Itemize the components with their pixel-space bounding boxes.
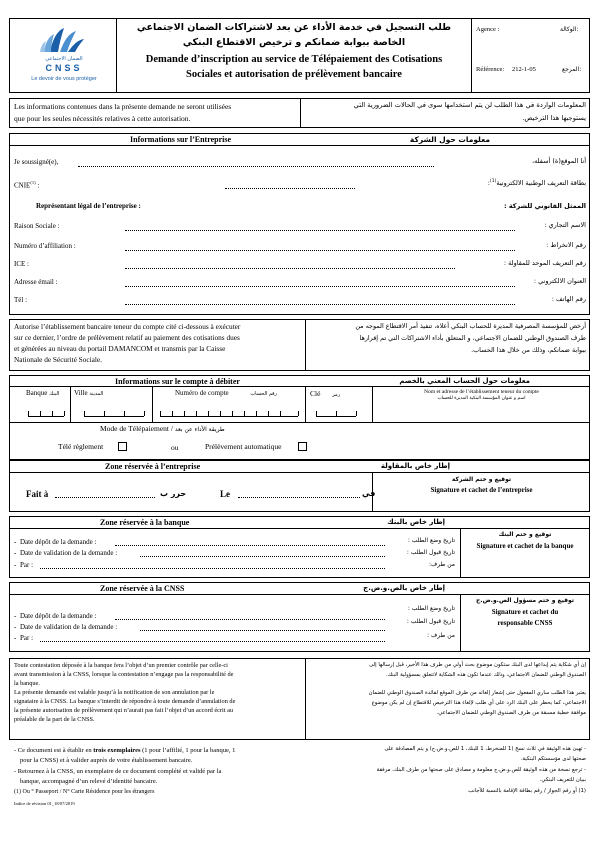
tel-field[interactable]	[125, 304, 515, 305]
soussigne-label: Je soussigné(e),	[14, 158, 59, 166]
contestation-ar-4: الاجتماعي، كما يحظر على البنك الرد على أي طلب لإلغاء هذا الترخيص للاقتطاع إن لم يكن موضوع	[371, 700, 586, 706]
digit-tick	[232, 411, 233, 416]
zone-cnss-title-ar: إطار خاص بالص.و.ض.ج	[363, 584, 445, 592]
contestation-divider	[305, 658, 306, 740]
tel-label-ar: رقم الهاتف :	[551, 295, 586, 303]
note-ar-2a: - ترجع نسخة من هذه الوثيقة للص.و.ض.ج معلومة و مصادق على صحتها من طرف البنك، مرفقة	[376, 767, 586, 773]
autorisation-ar-3: ببوابة ضمانكم، وذلك من خلال هذا الحساب.	[471, 346, 586, 354]
digit-tick	[40, 411, 41, 416]
tele-reglement-checkbox[interactable]	[118, 442, 127, 451]
banque-validation-field[interactable]	[140, 556, 385, 557]
revision-index: Indice de révision 01_18/07/2019	[14, 801, 75, 806]
ice-label-ar: رقم التعريف الموحد للمقاولة :	[503, 259, 586, 267]
affiliation-label-ar: رقم الانخراط :	[546, 241, 586, 249]
note-retour-a: - Retournez à la CNSS, un exemplaire de ce document complété et validé par la	[14, 768, 222, 775]
representant-label: Représentant légal de l’entreprise :	[36, 202, 141, 210]
dash: -	[14, 561, 17, 569]
sign-cnss-ar: توقيع و ختم مسؤول الص.و.ض.ج	[475, 597, 575, 604]
compte-title-ar: معلومات حول الحساب المعني بالخصم	[399, 377, 530, 385]
zone-banque-title-ar: إطار خاص بالبنك	[387, 518, 445, 526]
cnss-par-field[interactable]	[40, 641, 385, 642]
sign-entreprise-ar: توقيع و ختم الشركة	[451, 476, 512, 483]
digit-tick	[184, 411, 185, 416]
banque-par-label: Par :	[20, 561, 34, 569]
affiliation-label: Numéro d’affiliation :	[14, 242, 76, 250]
entreprise-title-line	[9, 145, 590, 146]
cnie-label-ar	[380, 179, 586, 187]
entreprise-title-fr: Informations sur l’Entreprise	[130, 135, 232, 144]
sign-banque-fr: Signature et cachet de la banque	[476, 542, 574, 550]
digit-tick	[244, 411, 245, 416]
ville-digit-field[interactable]	[84, 416, 144, 417]
banque-par-field[interactable]	[40, 568, 385, 569]
zone-entreprise-title-fr: Zone réservée à l’entreprise	[105, 462, 201, 471]
title-french-2: Sociales et autorisation de prélèvement bancaire	[186, 69, 402, 80]
contestation-fr-7: préalable de la part de la CNSS.	[14, 716, 95, 723]
digit-tick	[316, 411, 317, 416]
banque-label-ar: البنك	[49, 391, 60, 397]
autorisation-fr-2: sur ce dernier, l’ordre de prélèvement relatif au paiement des cotisations dues	[14, 333, 240, 342]
cnss-validation-label: Date de validation de la demande :	[20, 623, 118, 631]
prelevement-label: Prélèvement automatique	[205, 442, 282, 451]
cnie-colon: :	[35, 181, 40, 190]
cle-label-fr: Clé	[310, 389, 321, 398]
note-ar-2b: ببيان للتعريف البنكي.	[539, 777, 586, 783]
contestation-fr-5: signataire à la CNSS. La banque s’interdit de répondre à toute demande d’annulation de	[14, 698, 236, 705]
sign-banque-ar: توقيع و ختم البنك	[498, 531, 552, 538]
contestation-fr-6: la présente autorisation de prélèvement qui n’aurait pas fait l’objet d’un accord écrit au	[14, 707, 234, 714]
digit-tick	[84, 411, 85, 416]
cnie-ar-footnote: (1)	[489, 179, 497, 184]
contestation-ar-3: يعتبر هذا الطلب ساري المفعول حتى إشعار إلغائه من طرف الموقع لفائدة الصندوق الوطني للضمان	[368, 690, 586, 696]
fait-label-ar: حرر ب	[160, 489, 187, 498]
logo-arabic: الضمان الاجتماعي	[45, 56, 83, 62]
cle-label	[310, 389, 340, 398]
numero-separator	[305, 386, 306, 422]
autorisation-fr-1: Autorise l’établissement bancaire teneur du compte cité ci-dessous à exécuter	[14, 322, 241, 331]
email-label-ar: العنوان الالكتروني :	[533, 277, 586, 285]
digit-tick	[196, 411, 197, 416]
title-french-1: Demande d’inscription au service de Télépaiement des Cotisations	[145, 54, 443, 65]
cle-label-ar: رمز	[332, 392, 341, 398]
note-ar-1a: - تهيئ هذه الوثيقة في ثلاث نسخ (1 للمنخرط، 1 للبنك، 1 للص.و.ض.ج) و يتم المصادقة على	[384, 746, 586, 752]
title-arabic-2: الخاصة ببوابة ضمانكم و ترخيص الاقتطاع البنكي	[182, 37, 406, 48]
note-footnote-ar: (1) أو رقم الجواز / رقم بطاقة الإقامة بالنسبة للأجانب	[468, 788, 586, 794]
sign-cnss-fr-2: responsable CNSS	[497, 619, 553, 627]
prelevement-checkbox[interactable]	[298, 442, 307, 451]
le-field[interactable]	[238, 497, 360, 498]
cnie-label-text: CNIE	[14, 181, 31, 190]
cnss-par-label: Par :	[20, 634, 34, 642]
note-exemplaires	[14, 747, 235, 754]
autorisation-fr-4: Nationale de Sécurité Sociale.	[14, 355, 102, 364]
ville-label-fr: Ville	[74, 389, 88, 397]
digit-tick	[160, 411, 161, 416]
zone-cnss-divider	[460, 594, 461, 652]
mode-label-ar: طريقة الأداء عن بعد	[174, 426, 225, 433]
cnss-depot-label-ar: تاريخ وضع الطلب :	[407, 605, 455, 612]
numero-label	[175, 389, 277, 397]
note-exemplaires-b: trois exemplaires	[93, 747, 141, 754]
privacy-ar-2: يستوجبها هذا الترخيص.	[522, 114, 586, 122]
autorisation-fr-3: et générées au niveau du portail DAMANCOM et transmis par la Caisse	[14, 344, 226, 353]
autorisation-ar-2: طرف الصندوق الوطني للضمان الاجتماعي، و المتعلق بأداء الاشتراكات التي تم إقرارها	[359, 334, 586, 342]
logo-slogan: Le devoir de vous protéger	[31, 76, 97, 82]
autorisation-ar-1: أرخص للمؤسسة المصرفية المديرة للحساب البنكي أعلاه، تنفيذ أمر الاقتطاع الموجه من	[355, 322, 586, 330]
ville-separator	[152, 386, 153, 422]
digit-tick	[144, 411, 145, 416]
digit-tick	[298, 411, 299, 416]
fait-field[interactable]	[55, 497, 155, 498]
banque-depot-field[interactable]	[115, 545, 385, 546]
numero-label-ar: رقم الحساب	[250, 391, 277, 397]
digit-tick	[172, 411, 173, 416]
privacy-fr-1: Les informations contenues dans la présente demande ne seront utilisées	[14, 102, 232, 111]
cnss-par-label-ar: من طرف :	[427, 632, 455, 639]
cnss-depot-field[interactable]	[115, 619, 385, 620]
email-field[interactable]	[125, 286, 515, 287]
ice-field[interactable]	[125, 268, 455, 269]
dash: -	[14, 538, 17, 546]
digit-tick	[220, 411, 221, 416]
banque-label	[26, 389, 59, 397]
banque-validation-label-ar: تاريخ قبول الطلب :	[406, 549, 455, 556]
title-arabic-1: طلب التسجيل في خدمة الأداء عن بعد لاشتراكات الضمان الاجتماعي	[136, 22, 452, 33]
header-divider-left	[116, 18, 117, 93]
raison-sociale-field[interactable]	[125, 230, 515, 231]
cnss-validation-field[interactable]	[140, 630, 385, 631]
contestation-ar-2: الصندوق الوطني للضمان الاجتماعي، وذلك عندما تكون هذه الشكاية لاتتعلق بمسؤولية البنك.	[385, 672, 586, 678]
compte-title-fr: Informations sur le compte à débiter	[115, 377, 240, 386]
banque-validation-label: Date de validation de la demande :	[20, 549, 118, 557]
dash: -	[14, 623, 17, 631]
note-exemplaires-d: pour la CNSS) et à valider auprès de votre établissement bancaire.	[20, 757, 193, 764]
numero-label-fr: Numéro de compte	[175, 389, 229, 397]
zone-banque-title-fr: Zone réservée à la banque	[100, 518, 190, 527]
cnie-label	[14, 180, 39, 189]
note-footnote-fr: (1) Ou ° Passeport / N° Carte Résidence pour les étrangers	[14, 789, 155, 795]
cle-digit-field[interactable]	[316, 416, 356, 417]
note-retour-b: banque, accompagné d’un relevé d’identité bancaire.	[20, 778, 158, 785]
contestation-ar-1: إن أي شكاية يتم إيداعها لدى البنك ستكون موضوع بحث أولي من طرف هذا الأخير، قبل إرسالها إلى	[369, 662, 586, 668]
sign-entreprise-fr: Signature et cachet de l’entreprise	[430, 486, 533, 494]
tel-label: Tél :	[14, 296, 28, 304]
digit-tick	[268, 411, 269, 416]
zone-cnss-title-line	[9, 594, 590, 595]
contestation-fr-4: La présente demande est valable jusqu’à la notification de son annulation par le	[14, 689, 215, 696]
digit-tick	[280, 411, 281, 416]
ou-label: ou	[171, 443, 179, 452]
cnie-footnote: (1)	[30, 180, 36, 185]
contestation-ar-5: موافقة خطية مسبقة من طرف الصندوق الوطني للضمان الاجتماعي.	[436, 710, 586, 716]
soussigne-field[interactable]	[78, 166, 434, 167]
dash: -	[14, 549, 17, 557]
mode-label	[100, 424, 225, 433]
dash: -	[14, 634, 17, 642]
etab-adresse-label: Nom et adresse de l’établissement teneur du compte	[424, 389, 539, 395]
reference-value: 212-1-05	[512, 66, 536, 73]
zone-cnss-title-fr: Zone réservée à la CNSS	[100, 584, 185, 593]
digit-tick	[208, 411, 209, 416]
digit-tick	[64, 411, 65, 416]
affiliation-field[interactable]	[125, 250, 515, 251]
ice-label: ICE :	[14, 260, 29, 268]
sign-cnss-fr-1: Signature et cachet du	[491, 608, 559, 616]
cnss-depot-label: Date dépôt de la demande :	[20, 612, 97, 620]
ville-label	[74, 389, 103, 397]
digit-tick	[124, 411, 125, 416]
banque-depot-label: Date dépôt de la demande :	[20, 538, 97, 546]
representant-label-ar: الممثل القانوني للشركة :	[503, 202, 586, 210]
raison-sociale-label: Raison Sociale :	[14, 222, 60, 230]
ville-label-ar: المدينة	[89, 391, 104, 397]
note-exemplaires-c: (1 pour l’affilié, 1 pour la banque, 1	[140, 747, 236, 754]
logo-name: CNSS	[45, 63, 83, 73]
mode-label-fr: Mode de Télépaiement /	[100, 424, 173, 433]
dash: -	[14, 612, 17, 620]
banque-par-label-ar: من طرف:	[428, 561, 455, 568]
numero-digit-field[interactable]	[160, 416, 298, 417]
privacy-fr-2: que pour les seules nécessités relatives à cette autorisation.	[14, 114, 191, 123]
etab-adresse-label-ar: اسم و عنوان المؤسسة البنكية المديرة للحساب	[437, 396, 526, 401]
zone-banque-title-line	[9, 528, 590, 529]
note-ar-1b: صحتها لدى مؤسستكم البنكية.	[520, 756, 586, 762]
fait-label: Fait à	[26, 489, 49, 499]
reference-label: Référence:	[476, 66, 505, 73]
cnss-validation-label-ar: تاريخ قبول الطلب :	[406, 618, 455, 625]
digit-tick	[356, 411, 357, 416]
digit-tick	[336, 411, 337, 416]
le-label: Le	[220, 489, 230, 499]
reference-label-ar: المرجع:	[562, 66, 582, 73]
privacy-divider	[300, 98, 301, 128]
digit-tick	[256, 411, 257, 416]
digit-tick	[28, 411, 29, 416]
cnss-logo	[20, 26, 108, 88]
zone-entreprise-title-line	[9, 472, 590, 473]
contestation-fr-1: Toute contestation déposée à la banque fera l’objet d’un premier contrôle par celle-ci	[14, 662, 228, 669]
cnie-label-ar-text: بطاقة التعريف الوطنية الالكترونية	[496, 179, 586, 188]
banque-digit-field[interactable]	[28, 416, 64, 417]
digit-tick	[104, 411, 105, 416]
agence-label-ar: الوكالة:	[560, 26, 579, 33]
entreprise-title-ar: معلومات حول الشركة	[409, 135, 490, 144]
privacy-ar-1: المعلومات الواردة في هذا الطلب لن يتم استخدامها سوى في الحالات الضرورية التي	[353, 101, 586, 109]
contestation-fr-3: la banque.	[14, 680, 40, 687]
le-label-ar: في	[362, 489, 376, 498]
banque-separator	[70, 386, 71, 422]
digit-tick	[52, 411, 53, 416]
note-exemplaires-a: - Ce document est à établir en	[14, 747, 94, 754]
compte-mid-line	[9, 422, 590, 423]
agence-label: Agence :	[476, 26, 500, 33]
cnss-logo-icon	[20, 26, 108, 56]
header-divider-right	[471, 18, 472, 93]
autorisation-divider	[305, 319, 306, 371]
email-label: Adresse émail :	[14, 278, 58, 286]
zone-entreprise-title-ar: إطار خاص بالمقاولة	[380, 462, 450, 470]
cnie-field[interactable]	[225, 188, 355, 189]
compte-title-line	[9, 386, 590, 387]
cnie-ar-colon: :	[487, 179, 490, 188]
banque-label-fr: Banque	[26, 389, 48, 397]
banque-depot-label-ar: تاريخ وضع الطلب :	[407, 537, 455, 544]
raison-sociale-label-ar: الاسم التجاري :	[544, 221, 586, 229]
compte-divider	[372, 386, 373, 422]
tele-reglement-label: Télé règlement	[58, 442, 104, 451]
zone-banque-divider	[460, 528, 461, 578]
contestation-fr-2: avant transmission à la CNSS, lorsque la contestation n’engage pas la responsabilité de	[14, 671, 234, 678]
soussigne-label-ar: أنا الموقع(ة) أسفله،	[532, 157, 586, 165]
